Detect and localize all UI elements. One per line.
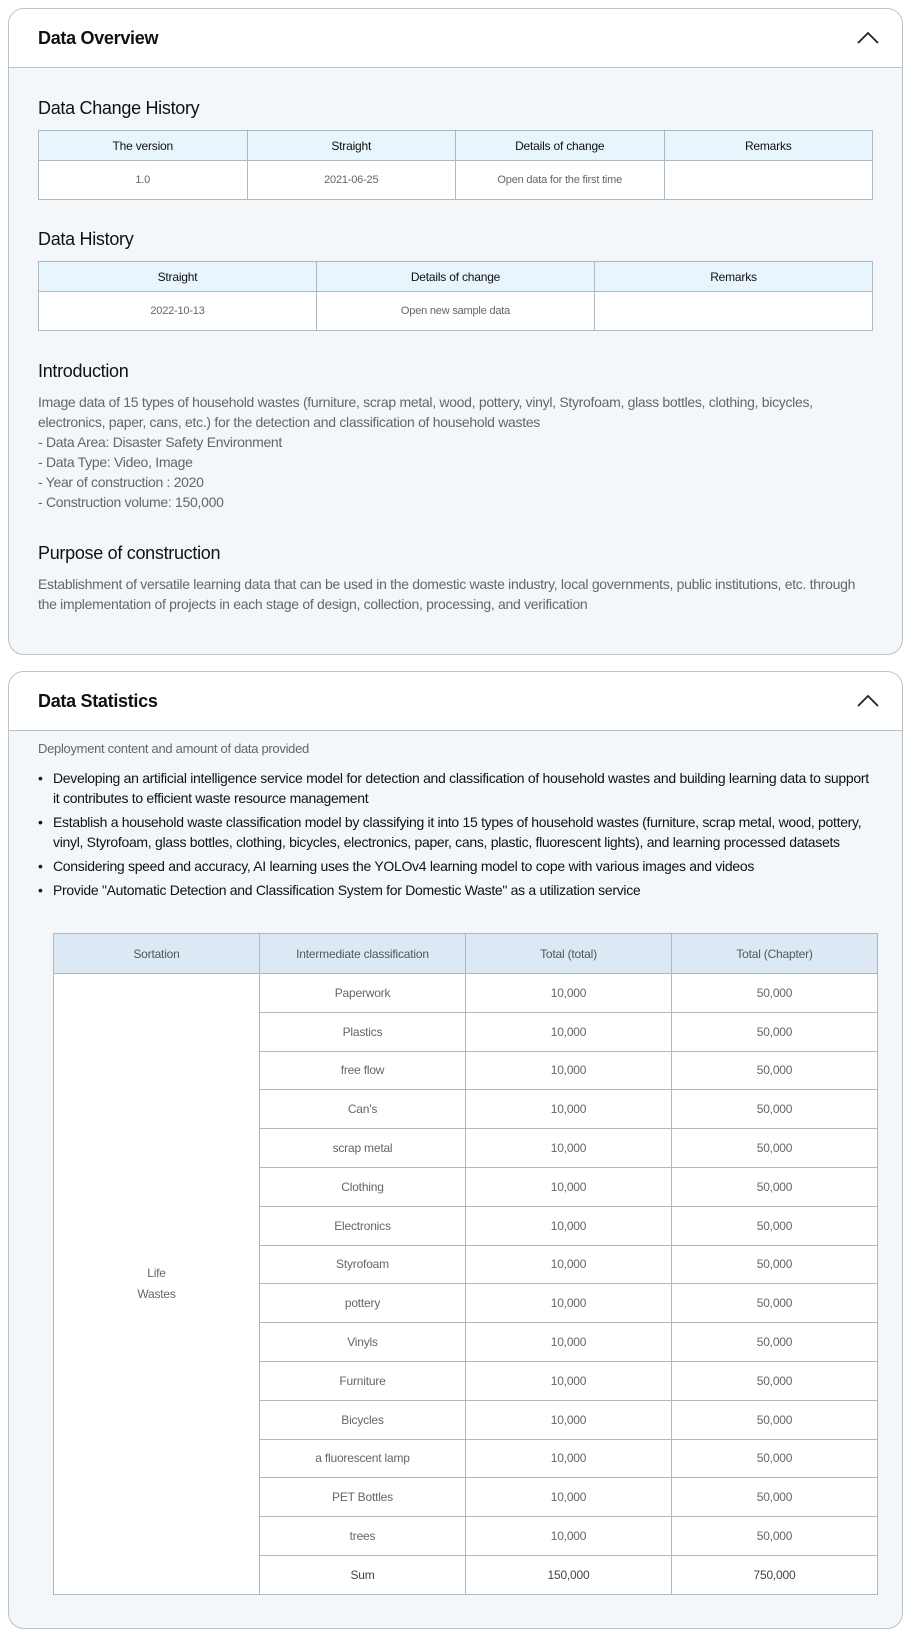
introduction-line: Image data of 15 types of household wastes (furniture, scrap metal, wood, pottery, vinyl, Styrofoam, glass bottles, clothing, bicycles, electronics, paper, cans, etc.) for the detection and classification of household wastes <box>38 394 813 430</box>
chapter-total-cell: 50,000 <box>672 1478 878 1517</box>
chapter-total-cell: 50,000 <box>672 1090 878 1129</box>
data-overview-panel <box>8 8 903 655</box>
list-item: • Provide "Automatic Detection and Classification System for Domestic Waste" as a utilization service <box>53 880 873 900</box>
chapter-total-cell: 50,000 <box>672 1517 878 1556</box>
total-cell: 10,000 <box>466 1012 672 1051</box>
column-header: Remarks <box>595 262 873 292</box>
column-header: The version <box>39 131 248 161</box>
data-change-history-title: Data Change History <box>38 98 200 118</box>
table-row <box>54 974 878 1013</box>
classification-cell: Clothing <box>260 1167 466 1206</box>
chapter-total-cell: 50,000 <box>672 1167 878 1206</box>
data-change-history-table <box>38 130 873 200</box>
date-cell: 2021-06-25 <box>247 161 456 200</box>
classification-cell: Vinyls <box>260 1323 466 1362</box>
classification-cell: trees <box>260 1517 466 1556</box>
date-cell: 2022-10-13 <box>39 292 317 331</box>
chapter-total-cell: 50,000 <box>672 1245 878 1284</box>
classification-cell: Styrofoam <box>260 1245 466 1284</box>
column-header: Intermediate classification <box>260 934 466 974</box>
classification-cell: scrap metal <box>260 1129 466 1168</box>
classification-cell: Can's <box>260 1090 466 1129</box>
chapter-total-cell: 50,000 <box>672 1439 878 1478</box>
statistics-bullet-list <box>38 768 873 900</box>
classification-cell: free flow <box>260 1051 466 1090</box>
remarks-cell <box>664 161 873 200</box>
total-cell: 10,000 <box>466 1439 672 1478</box>
classification-cell: Bicycles <box>260 1400 466 1439</box>
total-cell: 10,000 <box>466 1361 672 1400</box>
table-header-row <box>39 262 873 292</box>
column-header: Total (Chapter) <box>672 934 878 974</box>
data-statistics-panel <box>8 671 903 1629</box>
total-cell: 10,000 <box>466 1206 672 1245</box>
data-overview-body <box>9 98 902 614</box>
chapter-total-cell: 50,000 <box>672 1284 878 1323</box>
data-overview-header[interactable] <box>9 9 902 68</box>
total-cell: 10,000 <box>466 1400 672 1439</box>
total-cell: 10,000 <box>466 1323 672 1362</box>
introduction-line: - Year of construction : 2020 <box>38 474 204 490</box>
chapter-total-cell: 50,000 <box>672 1400 878 1439</box>
classification-cell: Paperwork <box>260 974 466 1013</box>
total-cell: 10,000 <box>466 1478 672 1517</box>
group-label-line: Life <box>147 1265 166 1280</box>
classification-cell: PET Bottles <box>260 1478 466 1517</box>
introduction-line: - Data Area: Disaster Safety Environment <box>38 434 282 450</box>
column-header: Details of change <box>456 131 665 161</box>
table-header-row <box>39 131 873 161</box>
list-item: • Developing an artificial intelligence service model for detection and classification of household wastes and building learning data to support it contributes to efficient waste resource management <box>53 768 873 808</box>
details-cell: Open data for the first time <box>456 161 665 200</box>
chapter-total-cell: 50,000 <box>672 974 878 1013</box>
total-cell: 10,000 <box>466 1517 672 1556</box>
purpose-title: Purpose of construction <box>38 543 221 563</box>
classification-cell: a fluorescent lamp <box>260 1439 466 1478</box>
chevron-up-icon[interactable] <box>856 26 880 50</box>
purpose-text: Establishment of versatile learning data that can be used in the domestic waste industry, local governments, public institutions, etc. through the implementation of projects in each stage of design, collection, processing, and verification <box>38 576 856 612</box>
total-cell: 10,000 <box>466 1051 672 1090</box>
list-item: • Establish a household waste classification model by classifying it into 15 types of household wastes (furniture, scrap metal, wood, pottery, vinyl, Styrofoam, glass bottles, clothing, bicycles, electronics, paper, cans, plastic, fluorescent lights), and learning processed datasets <box>53 812 873 852</box>
list-item: • Considering speed and accuracy, AI learning uses the YOLOv4 learning model to cope with various images and videos <box>53 856 873 876</box>
table-row <box>39 292 873 331</box>
introduction-line: - Data Type: Video, Image <box>38 454 193 470</box>
statistics-table <box>53 933 878 1595</box>
data-statistics-header[interactable] <box>9 672 902 731</box>
classification-cell: Plastics <box>260 1012 466 1051</box>
table-row <box>39 161 873 200</box>
classification-cell: Furniture <box>260 1361 466 1400</box>
table-header-row <box>54 934 878 974</box>
sum-label-cell: Sum <box>260 1555 466 1594</box>
chapter-total-cell: 50,000 <box>672 1051 878 1090</box>
sum-total-cell: 150,000 <box>466 1555 672 1594</box>
total-cell: 10,000 <box>466 1245 672 1284</box>
statistics-subtitle: Deployment content and amount of data provided <box>38 741 309 756</box>
chapter-total-cell: 50,000 <box>672 1206 878 1245</box>
chapter-total-cell: 50,000 <box>672 1012 878 1051</box>
introduction-text <box>38 392 873 512</box>
chapter-total-cell: 50,000 <box>672 1323 878 1362</box>
column-header: Remarks <box>664 131 873 161</box>
details-cell: Open new sample data <box>317 292 595 331</box>
data-statistics-title: Data Statistics <box>38 690 158 711</box>
total-cell: 10,000 <box>466 974 672 1013</box>
data-overview-title: Data Overview <box>38 27 159 48</box>
remarks-cell <box>595 292 873 331</box>
column-header: Straight <box>39 262 317 292</box>
version-cell: 1.0 <box>39 161 248 200</box>
sum-chapter-total-cell: 750,000 <box>672 1555 878 1594</box>
sortation-group-cell <box>54 974 260 1595</box>
data-history-table <box>38 261 873 331</box>
group-label-line: Wastes <box>137 1286 176 1301</box>
column-header: Straight <box>247 131 456 161</box>
chapter-total-cell: 50,000 <box>672 1129 878 1168</box>
total-cell: 10,000 <box>466 1167 672 1206</box>
column-header: Sortation <box>54 934 260 974</box>
classification-cell: Electronics <box>260 1206 466 1245</box>
column-header: Total (total) <box>466 934 672 974</box>
data-history-title: Data History <box>38 229 134 249</box>
total-cell: 10,000 <box>466 1090 672 1129</box>
chapter-total-cell: 50,000 <box>672 1361 878 1400</box>
chevron-up-icon[interactable] <box>856 689 880 713</box>
column-header: Details of change <box>317 262 595 292</box>
total-cell: 10,000 <box>466 1129 672 1168</box>
classification-cell: pottery <box>260 1284 466 1323</box>
data-statistics-body <box>9 741 902 1595</box>
introduction-line: - Construction volume: 150,000 <box>38 494 224 510</box>
introduction-title: Introduction <box>38 361 129 381</box>
total-cell: 10,000 <box>466 1284 672 1323</box>
